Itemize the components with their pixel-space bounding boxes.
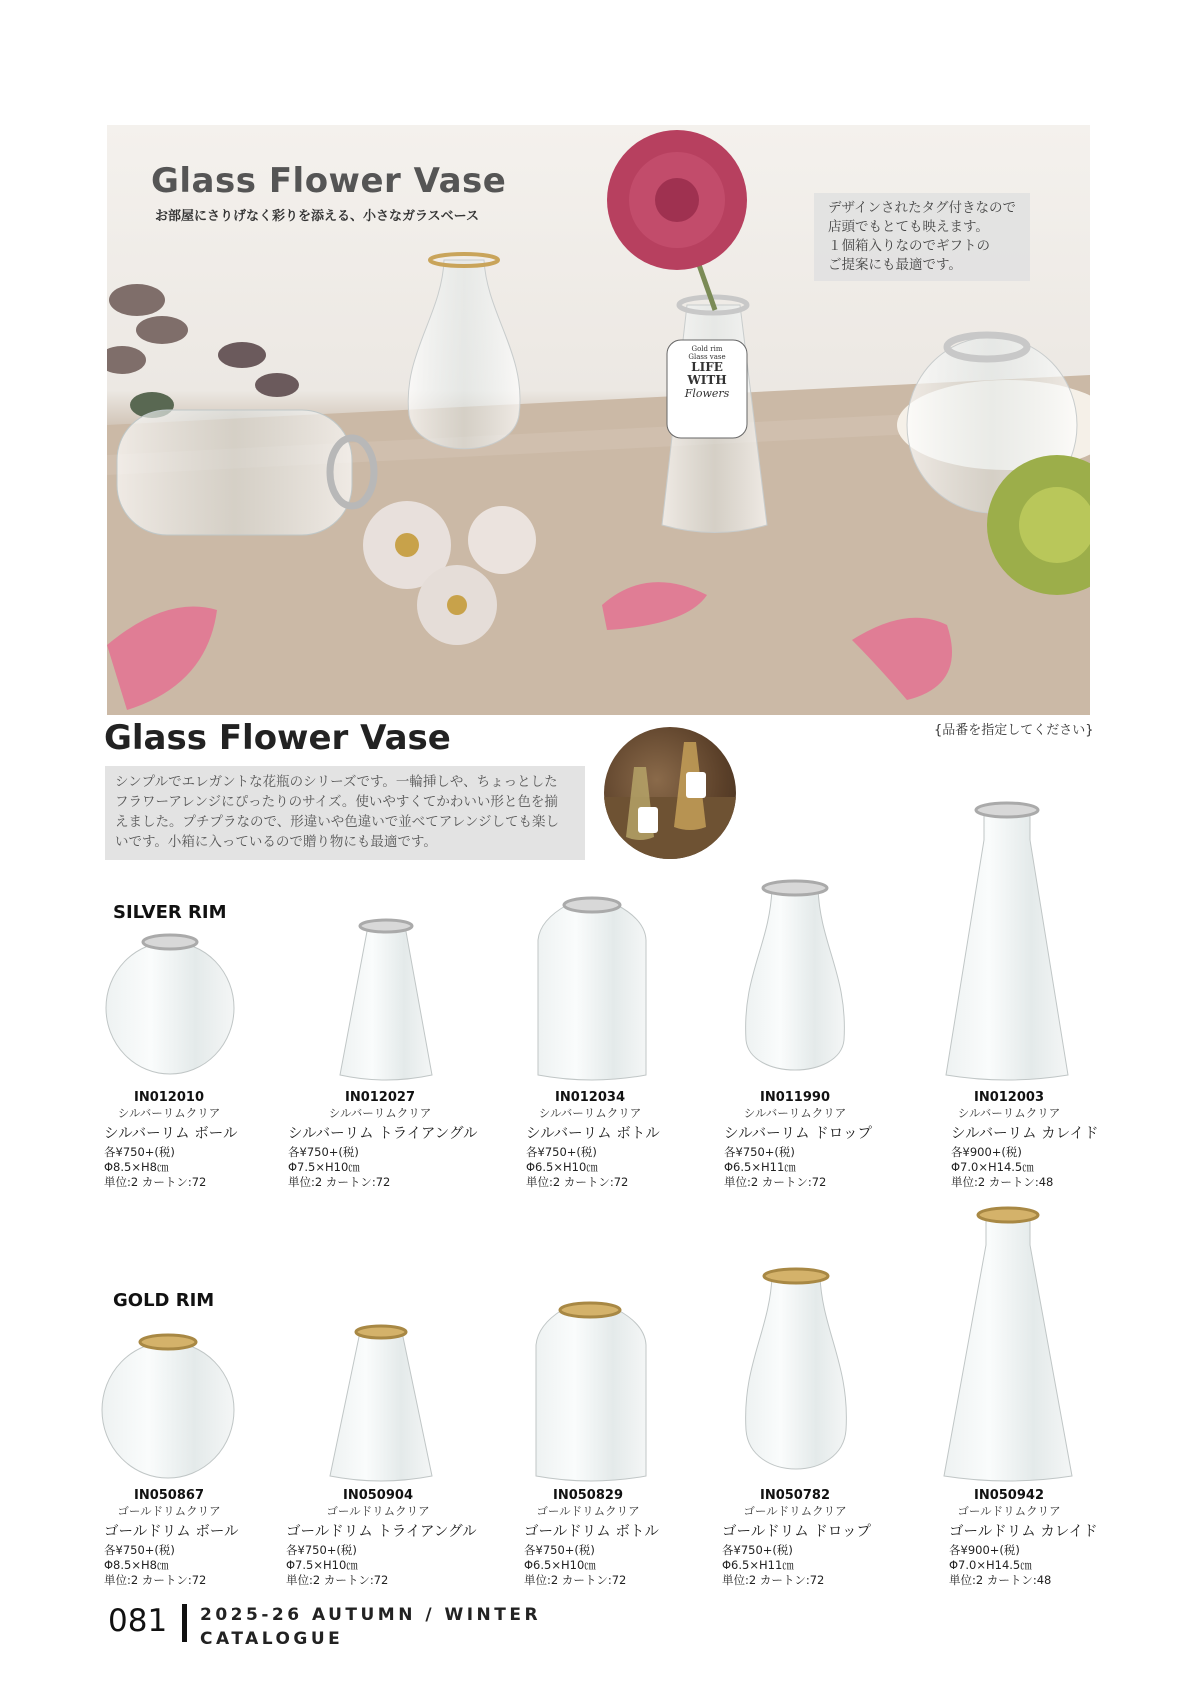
product-unit: 単位:2 カートン:72 bbox=[286, 1573, 389, 1587]
tag-line-4: WITH bbox=[687, 373, 727, 387]
product-size: Φ6.5×H11㎝ bbox=[722, 1558, 794, 1572]
vase-kaleido-silver bbox=[946, 803, 1068, 1080]
product-variant: ゴールドリムクリア bbox=[957, 1504, 1061, 1518]
lying-vase bbox=[117, 410, 374, 535]
silver-rim-heading: SILVER RIM bbox=[113, 902, 227, 923]
product-price: 各¥750+(税) bbox=[524, 1543, 595, 1557]
product-unit: 単位:2 カートン:72 bbox=[288, 1175, 391, 1189]
product-price: 各¥750+(税) bbox=[526, 1145, 597, 1159]
product-name: ゴールドリム ボール bbox=[104, 1524, 239, 1540]
product-info bbox=[524, 1522, 659, 1588]
product-price: 各¥750+(税) bbox=[724, 1145, 795, 1159]
hero-note-line: 店頭でもとても映えます。 bbox=[828, 219, 989, 235]
circle-photo bbox=[604, 727, 736, 859]
product-variant: ゴールドリムクリア bbox=[743, 1504, 847, 1518]
product-info bbox=[722, 1522, 871, 1588]
vase-drop-silver bbox=[746, 881, 845, 1070]
product-code: IN012010 bbox=[134, 1090, 204, 1105]
product-code: IN050782 bbox=[760, 1488, 830, 1503]
product-code: IN012034 bbox=[555, 1090, 625, 1105]
product-info bbox=[949, 1522, 1098, 1588]
product-info bbox=[104, 1522, 239, 1588]
product-unit: 単位:2 カートン:72 bbox=[104, 1573, 207, 1587]
catalogue-season: 2025-26 AUTUMN / WINTER bbox=[200, 1605, 542, 1625]
product-info bbox=[724, 1124, 872, 1190]
vase-tag bbox=[669, 345, 745, 400]
product-code: IN050829 bbox=[553, 1488, 623, 1503]
product-name: ゴールドリム トライアングル bbox=[286, 1524, 477, 1540]
vase-drop-gold bbox=[746, 1269, 847, 1469]
product-info bbox=[951, 1124, 1099, 1190]
vase-kaleido-gold bbox=[944, 1208, 1072, 1481]
description bbox=[105, 766, 585, 860]
product-price: 各¥900+(税) bbox=[949, 1543, 1020, 1557]
description-line: えました。プチプラなので、形違いや色違いで並べてアレンジしても楽し bbox=[115, 814, 560, 830]
product-size: Φ8.5×H8㎝ bbox=[104, 1160, 169, 1174]
pink-dahlia bbox=[607, 130, 747, 310]
product-name: シルバーリム ドロップ bbox=[724, 1126, 872, 1142]
product-price: 各¥900+(税) bbox=[951, 1145, 1022, 1159]
product-name: ゴールドリム カレイド bbox=[949, 1524, 1098, 1540]
tag-line-5: Flowers bbox=[684, 387, 730, 400]
vase-bottle-silver bbox=[538, 898, 646, 1080]
product-unit: 単位:2 カートン:48 bbox=[949, 1573, 1052, 1587]
product-variant: シルバーリムクリア bbox=[743, 1106, 847, 1120]
hero-note-line: ご提案にも最適です。 bbox=[828, 257, 962, 273]
vase-bottle-gold bbox=[536, 1303, 646, 1481]
product-variant: シルバーリムクリア bbox=[538, 1106, 642, 1120]
vase-triangle-silver bbox=[340, 920, 432, 1080]
product-unit: 単位:2 カートン:48 bbox=[951, 1175, 1054, 1189]
section-title: Glass Flower Vase bbox=[104, 718, 451, 758]
product-info bbox=[288, 1124, 478, 1190]
page-number: 081 bbox=[108, 1603, 168, 1639]
product-size: Φ6.5×H10㎝ bbox=[524, 1558, 596, 1572]
vase-ball-gold bbox=[102, 1335, 234, 1478]
product-variant: ゴールドリムクリア bbox=[117, 1504, 221, 1518]
product-name: シルバーリム ボール bbox=[104, 1126, 238, 1142]
hero-note bbox=[814, 193, 1030, 281]
product-name: ゴールドリム ボトル bbox=[524, 1524, 659, 1540]
hero-subtitle: お部屋にさりげなく彩りを添える、小さなガラスベース bbox=[155, 209, 479, 224]
product-unit: 単位:2 カートン:72 bbox=[524, 1573, 627, 1587]
eucalyptus-leaves bbox=[107, 284, 299, 418]
description-line: シンプルでエレガントな花瓶のシリーズです。一輪挿しや、ちょっとした bbox=[115, 774, 558, 790]
catalogue-word: CATALOGUE bbox=[200, 1629, 344, 1649]
product-info bbox=[104, 1124, 237, 1190]
tagged-vase bbox=[662, 297, 767, 533]
catalogue-label bbox=[200, 1603, 541, 1651]
product-unit: 単位:2 カートン:72 bbox=[722, 1573, 825, 1587]
product-size: Φ6.5×H10㎝ bbox=[526, 1160, 598, 1174]
product-price: 各¥750+(税) bbox=[104, 1543, 175, 1557]
product-size: Φ6.5×H11㎝ bbox=[724, 1160, 796, 1174]
product-code: IN012003 bbox=[974, 1090, 1044, 1105]
tag-line-1: Gold rim bbox=[691, 345, 723, 353]
product-price: 各¥750+(税) bbox=[722, 1543, 793, 1557]
product-unit: 単位:2 カートン:72 bbox=[724, 1175, 827, 1189]
product-name: シルバーリム ボトル bbox=[526, 1126, 660, 1142]
product-code: IN050867 bbox=[134, 1488, 204, 1503]
product-variant: シルバーリムクリア bbox=[117, 1106, 221, 1120]
product-code: IN050904 bbox=[343, 1488, 413, 1503]
product-variant: ゴールドリムクリア bbox=[536, 1504, 640, 1518]
product-name: ゴールドリム ドロップ bbox=[722, 1524, 872, 1540]
product-size: Φ8.5×H8㎝ bbox=[104, 1558, 169, 1572]
vase-ball-silver bbox=[106, 935, 234, 1074]
description-line: いです。小箱に入っているので贈り物にも最適です。 bbox=[115, 834, 437, 850]
hero-note-line: １個箱入りなのでギフトの bbox=[828, 238, 990, 254]
hero-note-line: デザインされたタグ付きなので bbox=[828, 200, 1017, 216]
product-unit: 単位:2 カートン:72 bbox=[104, 1175, 207, 1189]
tag-line-2: Glass vase bbox=[688, 353, 726, 361]
product-name: シルバーリム カレイド bbox=[951, 1126, 1099, 1142]
hero-photo bbox=[107, 125, 1090, 715]
vase-triangle-gold bbox=[330, 1326, 432, 1481]
product-info bbox=[286, 1522, 477, 1588]
product-size: Φ7.0×H14.5㎝ bbox=[951, 1160, 1034, 1174]
product-variant: シルバーリムクリア bbox=[957, 1106, 1061, 1120]
product-unit: 単位:2 カートン:72 bbox=[526, 1175, 629, 1189]
footer-divider bbox=[182, 1604, 187, 1642]
product-code: IN050942 bbox=[974, 1488, 1044, 1503]
spec-note: {品番を指定してください} bbox=[934, 723, 1094, 738]
product-size: Φ7.5×H10㎝ bbox=[288, 1160, 360, 1174]
description-line: フラワーアレンジにぴったりのサイズ。使いやすくてかわいい形と色を揃 bbox=[115, 794, 558, 810]
product-variant: ゴールドリムクリア bbox=[326, 1504, 430, 1518]
product-size: Φ7.0×H14.5㎝ bbox=[949, 1558, 1032, 1572]
product-name: シルバーリム トライアングル bbox=[288, 1126, 478, 1142]
gold-rim-heading: GOLD RIM bbox=[113, 1290, 215, 1311]
product-variant: シルバーリムクリア bbox=[328, 1106, 432, 1120]
product-price: 各¥750+(税) bbox=[288, 1145, 359, 1159]
tall-drop-vase bbox=[408, 254, 520, 449]
product-price: 各¥750+(税) bbox=[104, 1145, 175, 1159]
product-size: Φ7.5×H10㎝ bbox=[286, 1558, 358, 1572]
tag-line-3: LIFE bbox=[691, 360, 723, 374]
product-code: IN011990 bbox=[760, 1090, 830, 1105]
product-code: IN012027 bbox=[345, 1090, 415, 1105]
hero-title: Glass Flower Vase bbox=[151, 161, 507, 201]
product-price: 各¥750+(税) bbox=[286, 1543, 357, 1557]
product-info bbox=[526, 1124, 660, 1190]
